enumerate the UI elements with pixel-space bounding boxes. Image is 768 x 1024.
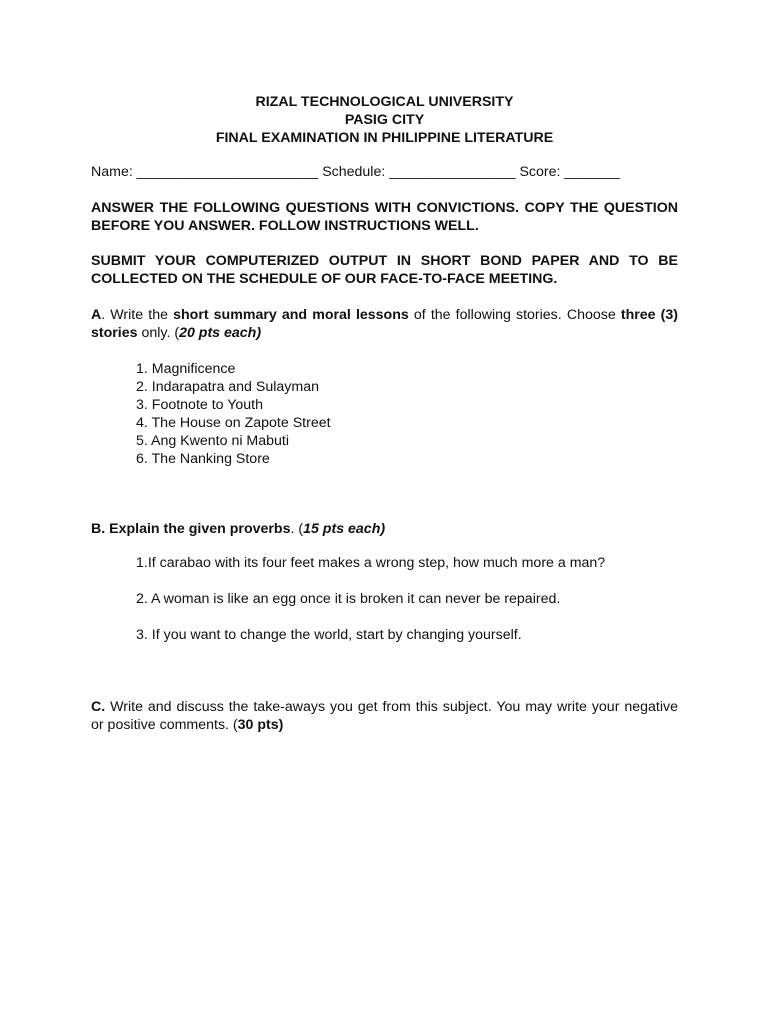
exam-page (91, 93, 678, 734)
section-a-text2: of the following stories. Choose (408, 306, 621, 323)
section-a (91, 307, 678, 343)
exam-header (91, 93, 678, 147)
student-fields (91, 164, 678, 182)
instructions-answer: ANSWER THE FOLLOWING QUESTIONS WITH CONVICTIONS. COPY THE QUESTION BEFORE YOU ANSWER. FOLLOW INSTRUCTIONS WELL. (91, 199, 678, 234)
name-label: Name: (91, 164, 133, 180)
section-b (91, 521, 678, 539)
section-b-title: . Explain the given proverbs (101, 520, 291, 537)
section-c (91, 699, 678, 735)
section-c-letter: C. (91, 698, 106, 715)
section-a-bold1: short summary and moral lessons (173, 306, 409, 323)
schedule-label: Schedule: (322, 164, 386, 180)
proverb-list (136, 555, 678, 644)
story-list (136, 360, 678, 468)
city-name: PASIG CITY (344, 112, 425, 128)
section-a-text1: . Write the (101, 306, 174, 323)
score-label: Score: (519, 164, 561, 180)
list-item: 3. Footnote to Youth (136, 396, 264, 413)
list-item: 2. Indarapatra and Sulayman (136, 378, 319, 395)
instructions-submit: SUBMIT YOUR COMPUTERIZED OUTPUT IN SHORT BOND PAPER AND TO BE COLLECTED ON THE SCHEDULE OF OUR FACE-TO-FACE MEETING. (91, 253, 678, 288)
section-a-text3: only. ( (137, 324, 180, 341)
list-item: 5. Ang Kwento ni Mabuti (136, 432, 290, 449)
list-item: 1. Magnificence (136, 360, 236, 377)
university-name: RIZAL TECHNOLOGICAL UNIVERSITY (255, 94, 514, 110)
schedule-blank: ________________ (389, 164, 516, 180)
list-item: 3. If you want to change the world, start by changing yourself. (136, 626, 522, 643)
section-b-text1: . ( (290, 520, 304, 537)
section-a-letter: A (91, 306, 102, 323)
section-b-points: 15 pts each) (303, 520, 386, 537)
score-blank: _______ (564, 164, 620, 180)
section-b-letter: B (91, 520, 102, 537)
list-item: 1.If carabao with its four feet makes a wrong step, how much more a man? (136, 555, 606, 572)
section-c-text1: Write and discuss the take-aways you get from this subject. You may write your negative or positive comments. ( (91, 698, 678, 733)
name-blank: _______________________ (136, 164, 319, 180)
section-a-bold2: three (3) stories (91, 306, 678, 341)
section-c-points: 30 pts) (237, 716, 284, 733)
list-item: 2. A woman is like an egg once it is broken it can never be repaired. (136, 591, 561, 608)
section-a-points: 20 pts each) (179, 324, 262, 341)
list-item: 4. The House on Zapote Street (136, 414, 331, 431)
list-item: 6. The Nanking Store (136, 450, 270, 467)
exam-title: FINAL EXAMINATION IN PHILIPPINE LITERATURE (215, 130, 554, 146)
